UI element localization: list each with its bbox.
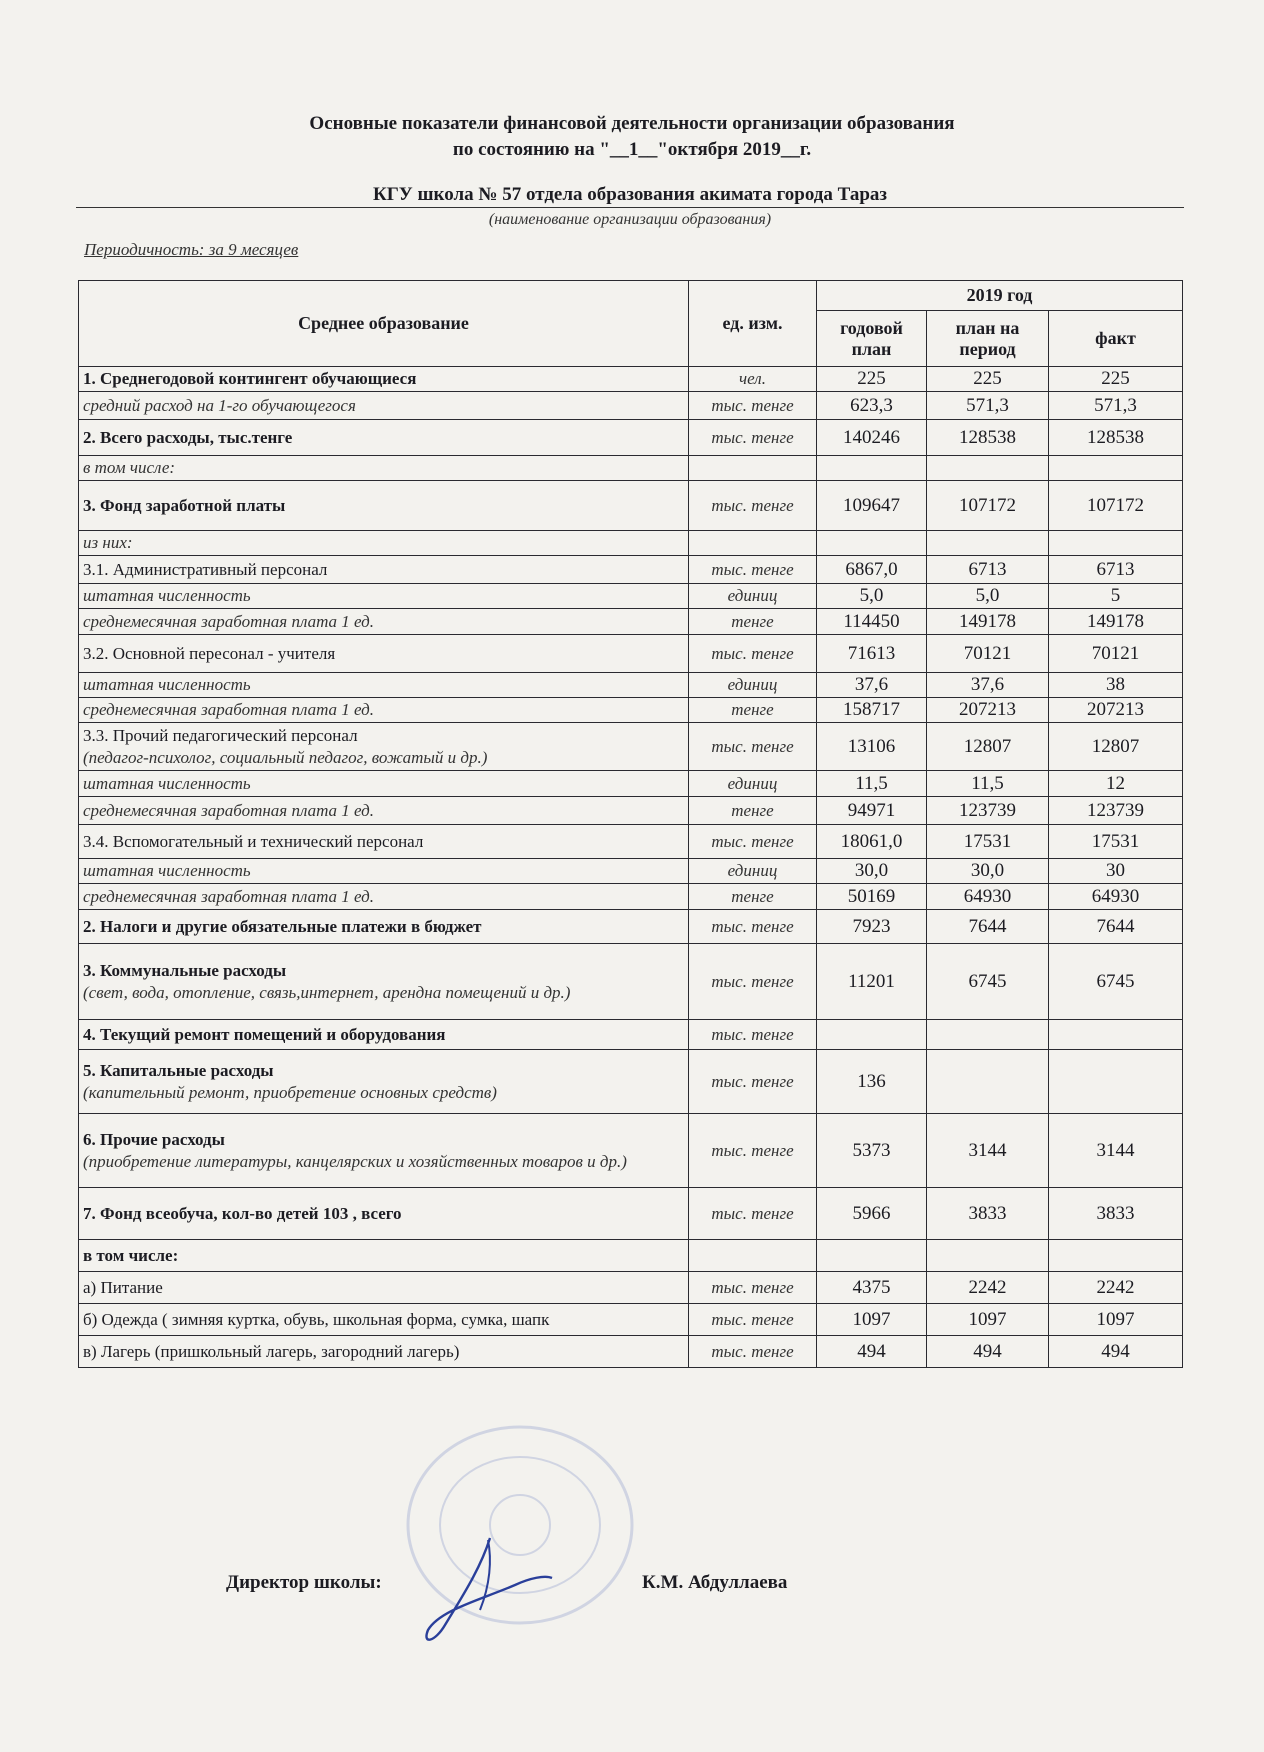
row-unit: тенге <box>689 797 817 825</box>
row-sublabel: (педагог-психолог, социальный педагог, вожатый и др.) <box>83 747 488 767</box>
header-year: 2019 год <box>817 281 1183 311</box>
row-value-plan <box>817 456 927 481</box>
row-unit: тыс. тенге <box>689 420 817 456</box>
row-value-plan: 5373 <box>817 1114 927 1188</box>
row-value-period: 1097 <box>927 1304 1049 1336</box>
row-value-period: 70121 <box>927 635 1049 673</box>
header-unit: ед. изм. <box>689 281 817 367</box>
row-unit: тенге <box>689 609 817 635</box>
row-value-fact: 6745 <box>1049 944 1183 1020</box>
row-value-fact: 6713 <box>1049 556 1183 584</box>
table-row <box>79 635 1183 673</box>
row-value-period <box>927 1020 1049 1050</box>
row-label-cell <box>79 556 689 584</box>
organization-name: КГУ школа № 57 отдела образования акимата города Тараз <box>76 183 1184 208</box>
row-unit: тыс. тенге <box>689 825 817 859</box>
row-value-fact: 1097 <box>1049 1304 1183 1336</box>
row-label: штатная численность <box>83 586 251 605</box>
row-value-period: 5,0 <box>927 584 1049 609</box>
row-unit: чел. <box>689 367 817 392</box>
row-value-period: 64930 <box>927 884 1049 910</box>
table-row <box>79 884 1183 910</box>
financial-table <box>78 280 1183 1368</box>
row-value-fact: 64930 <box>1049 884 1183 910</box>
row-value-period: 494 <box>927 1336 1049 1368</box>
row-value-plan: 109647 <box>817 481 927 531</box>
row-value-period: 3833 <box>927 1188 1049 1240</box>
table-row <box>79 1304 1183 1336</box>
director-signature <box>420 1530 560 1650</box>
header-fact: факт <box>1049 311 1183 367</box>
row-label: 3. Коммунальные расходы <box>83 960 287 980</box>
row-value-plan: 5966 <box>817 1188 927 1240</box>
row-unit: тыс. тенге <box>689 392 817 420</box>
row-value-plan: 1097 <box>817 1304 927 1336</box>
row-value-period: 3144 <box>927 1114 1049 1188</box>
row-value-plan: 94971 <box>817 797 927 825</box>
row-value-fact: 7644 <box>1049 910 1183 944</box>
row-label-cell <box>79 859 689 884</box>
row-unit: тыс. тенге <box>689 556 817 584</box>
row-label: 3.4. Вспомогательный и технический персонал <box>83 831 424 851</box>
row-value-period: 149178 <box>927 609 1049 635</box>
header-plan-year: годовой план <box>817 311 927 367</box>
row-value-plan: 623,3 <box>817 392 927 420</box>
row-label-cell <box>79 723 689 771</box>
row-label-cell <box>79 481 689 531</box>
row-label: 3.2. Основной пересонал - учителя <box>83 643 336 663</box>
row-label: штатная численность <box>83 675 251 694</box>
row-unit: тыс. тенге <box>689 1050 817 1114</box>
table-row <box>79 825 1183 859</box>
row-value-fact: 571,3 <box>1049 392 1183 420</box>
row-value-period <box>927 1240 1049 1272</box>
row-value-fact: 17531 <box>1049 825 1183 859</box>
table-row <box>79 1272 1183 1304</box>
row-label-cell <box>79 884 689 910</box>
row-unit <box>689 456 817 481</box>
row-label: в) Лагерь (пришкольный лагерь, загородний лагерь) <box>83 1341 460 1361</box>
row-label-cell <box>79 1020 689 1050</box>
row-label: 2. Всего расходы, тыс.тенге <box>83 427 293 447</box>
table-row <box>79 481 1183 531</box>
row-label-cell <box>79 531 689 556</box>
row-label: 6. Прочие расходы <box>83 1129 225 1149</box>
row-value-fact: 3833 <box>1049 1188 1183 1240</box>
row-value-period: 6745 <box>927 944 1049 1020</box>
row-label-cell <box>79 910 689 944</box>
row-label: 5. Капитальные расходы <box>83 1060 274 1080</box>
row-label-cell <box>79 1114 689 1188</box>
row-label-cell <box>79 1304 689 1336</box>
table-row <box>79 556 1183 584</box>
row-value-period: 123739 <box>927 797 1049 825</box>
row-unit: единиц <box>689 673 817 698</box>
row-unit: тыс. тенге <box>689 1020 817 1050</box>
row-label-cell <box>79 456 689 481</box>
row-label: среднемесячная заработная плата 1 ед. <box>83 611 375 631</box>
row-value-plan: 4375 <box>817 1272 927 1304</box>
row-value-period: 12807 <box>927 723 1049 771</box>
row-label: 1. Среднегодовой контингент обучающиеся <box>83 369 417 388</box>
row-value-fact: 3144 <box>1049 1114 1183 1188</box>
table-row <box>79 797 1183 825</box>
row-label: штатная численность <box>83 773 251 793</box>
table-row <box>79 584 1183 609</box>
row-value-plan: 11201 <box>817 944 927 1020</box>
row-value-period: 207213 <box>927 698 1049 723</box>
row-label: 3.3. Прочий педагогический персонал <box>83 725 358 745</box>
row-value-fact: 2242 <box>1049 1272 1183 1304</box>
row-unit: тыс. тенге <box>689 723 817 771</box>
row-unit: тенге <box>689 884 817 910</box>
row-value-period: 571,3 <box>927 392 1049 420</box>
row-value-fact: 494 <box>1049 1336 1183 1368</box>
row-label-cell <box>79 367 689 392</box>
row-value-plan: 37,6 <box>817 673 927 698</box>
row-label: среднемесячная заработная плата 1 ед. <box>83 700 375 719</box>
row-label-cell <box>79 609 689 635</box>
row-value-fact: 225 <box>1049 367 1183 392</box>
row-unit: тыс. тенге <box>689 1114 817 1188</box>
table-row <box>79 698 1183 723</box>
row-value-plan: 5,0 <box>817 584 927 609</box>
row-label: среднемесячная заработная плата 1 ед. <box>83 800 375 820</box>
table-row <box>79 1050 1183 1114</box>
row-unit: тыс. тенге <box>689 944 817 1020</box>
row-unit: единиц <box>689 859 817 884</box>
row-sublabel: (капительный ремонт, приобретение основных средств) <box>83 1082 497 1102</box>
row-unit <box>689 1240 817 1272</box>
row-label: среднемесячная заработная плата 1 ед. <box>83 886 375 906</box>
row-value-plan: 7923 <box>817 910 927 944</box>
row-unit: единиц <box>689 771 817 797</box>
row-value-period <box>927 1050 1049 1114</box>
row-label: в том числе: <box>83 458 176 477</box>
row-label: в том числе: <box>83 1245 179 1265</box>
row-value-fact: 207213 <box>1049 698 1183 723</box>
row-label: 4. Текущий ремонт помещений и оборудования <box>83 1024 446 1044</box>
row-value-plan: 6867,0 <box>817 556 927 584</box>
row-value-plan: 114450 <box>817 609 927 635</box>
table-row <box>79 910 1183 944</box>
table-row <box>79 392 1183 420</box>
periodicity: Периодичность: за 9 месяцев <box>84 240 299 259</box>
row-value-plan: 30,0 <box>817 859 927 884</box>
row-value-plan: 11,5 <box>817 771 927 797</box>
row-value-period: 128538 <box>927 420 1049 456</box>
row-label: 7. Фонд всеобуча, кол-во детей 103 , всего <box>83 1203 402 1223</box>
row-label: 2. Налоги и другие обязательные платежи в бюджет <box>83 916 482 936</box>
document-title: Основные показатели финансовой деятельности организации образования <box>309 113 955 134</box>
row-value-period: 7644 <box>927 910 1049 944</box>
row-value-plan: 50169 <box>817 884 927 910</box>
row-label-cell <box>79 771 689 797</box>
table-row <box>79 420 1183 456</box>
table-row <box>79 609 1183 635</box>
table-row <box>79 367 1183 392</box>
row-value-fact: 30 <box>1049 859 1183 884</box>
table-row <box>79 859 1183 884</box>
row-label-cell <box>79 635 689 673</box>
row-value-period: 30,0 <box>927 859 1049 884</box>
row-unit: тенге <box>689 698 817 723</box>
table-row <box>79 944 1183 1020</box>
row-value-plan: 158717 <box>817 698 927 723</box>
row-value-period: 17531 <box>927 825 1049 859</box>
row-value-fact: 12807 <box>1049 723 1183 771</box>
row-value-plan: 13106 <box>817 723 927 771</box>
row-value-fact <box>1049 1020 1183 1050</box>
row-value-fact: 12 <box>1049 771 1183 797</box>
row-value-period: 37,6 <box>927 673 1049 698</box>
row-label-cell <box>79 1336 689 1368</box>
director-name: К.М. Абдуллаева <box>642 1572 788 1593</box>
row-unit: тыс. тенге <box>689 1272 817 1304</box>
row-value-period <box>927 531 1049 556</box>
row-value-period: 107172 <box>927 481 1049 531</box>
row-value-fact: 70121 <box>1049 635 1183 673</box>
row-label: 3.1. Административный персонал <box>83 559 328 579</box>
row-value-fact: 128538 <box>1049 420 1183 456</box>
row-value-fact: 107172 <box>1049 481 1183 531</box>
table-row <box>79 1020 1183 1050</box>
header-education: Среднее образование <box>79 281 689 367</box>
organization-caption: (наименование организации образования) <box>488 211 772 228</box>
row-sublabel: (свет, вода, отопление, связь,интернет, арендна помещений и др.) <box>83 982 571 1002</box>
row-value-fact <box>1049 531 1183 556</box>
row-label-cell <box>79 944 689 1020</box>
table-row <box>79 673 1183 698</box>
table-row <box>79 1114 1183 1188</box>
row-value-fact: 38 <box>1049 673 1183 698</box>
table-row <box>79 531 1183 556</box>
row-label-cell <box>79 584 689 609</box>
row-label: 3. Фонд заработной платы <box>83 495 286 515</box>
table-row <box>79 1188 1183 1240</box>
row-value-period <box>927 456 1049 481</box>
row-value-plan <box>817 1240 927 1272</box>
row-unit: тыс. тенге <box>689 910 817 944</box>
row-label: средний расход на 1-го обучающегося <box>83 395 356 415</box>
row-value-period: 6713 <box>927 556 1049 584</box>
row-value-fact <box>1049 456 1183 481</box>
row-value-plan <box>817 1020 927 1050</box>
row-label-cell <box>79 1188 689 1240</box>
row-value-plan: 140246 <box>817 420 927 456</box>
row-unit <box>689 531 817 556</box>
row-label: б) Одежда ( зимняя куртка, обувь, школьная форма, сумка, шапк <box>83 1309 550 1329</box>
document-date-line: по состоянию на "__1__"октября 2019__г. <box>452 139 812 160</box>
row-value-plan: 136 <box>817 1050 927 1114</box>
row-unit: тыс. тенге <box>689 1304 817 1336</box>
row-value-period: 11,5 <box>927 771 1049 797</box>
row-sublabel: (приобретение литературы, канцелярских и хозяйственных товаров и др.) <box>83 1151 627 1171</box>
row-label-cell <box>79 673 689 698</box>
row-value-fact <box>1049 1240 1183 1272</box>
row-label-cell <box>79 1240 689 1272</box>
table-body <box>79 367 1183 1368</box>
director-label: Директор школы: <box>226 1572 382 1593</box>
row-label-cell <box>79 825 689 859</box>
table-row <box>79 456 1183 481</box>
row-label-cell <box>79 698 689 723</box>
row-value-plan: 494 <box>817 1336 927 1368</box>
row-label: штатная численность <box>83 861 251 880</box>
row-label-cell <box>79 797 689 825</box>
row-label-cell <box>79 392 689 420</box>
row-value-period: 225 <box>927 367 1049 392</box>
table-row <box>79 771 1183 797</box>
row-label-cell <box>79 420 689 456</box>
row-label: а) Питание <box>83 1277 163 1297</box>
row-value-plan: 225 <box>817 367 927 392</box>
row-value-fact <box>1049 1050 1183 1114</box>
row-label: из них: <box>83 533 133 552</box>
row-label-cell <box>79 1050 689 1114</box>
row-unit: тыс. тенге <box>689 1188 817 1240</box>
row-value-fact: 123739 <box>1049 797 1183 825</box>
row-unit: единиц <box>689 584 817 609</box>
row-unit: тыс. тенге <box>689 1336 817 1368</box>
table-row <box>79 1336 1183 1368</box>
row-value-plan: 71613 <box>817 635 927 673</box>
table-row <box>79 723 1183 771</box>
row-value-fact: 149178 <box>1049 609 1183 635</box>
row-unit: тыс. тенге <box>689 635 817 673</box>
row-label-cell <box>79 1272 689 1304</box>
row-value-fact: 5 <box>1049 584 1183 609</box>
row-unit: тыс. тенге <box>689 481 817 531</box>
row-value-plan: 18061,0 <box>817 825 927 859</box>
row-value-plan <box>817 531 927 556</box>
header-plan-period: план на период <box>927 311 1049 367</box>
table-row <box>79 1240 1183 1272</box>
row-value-period: 2242 <box>927 1272 1049 1304</box>
